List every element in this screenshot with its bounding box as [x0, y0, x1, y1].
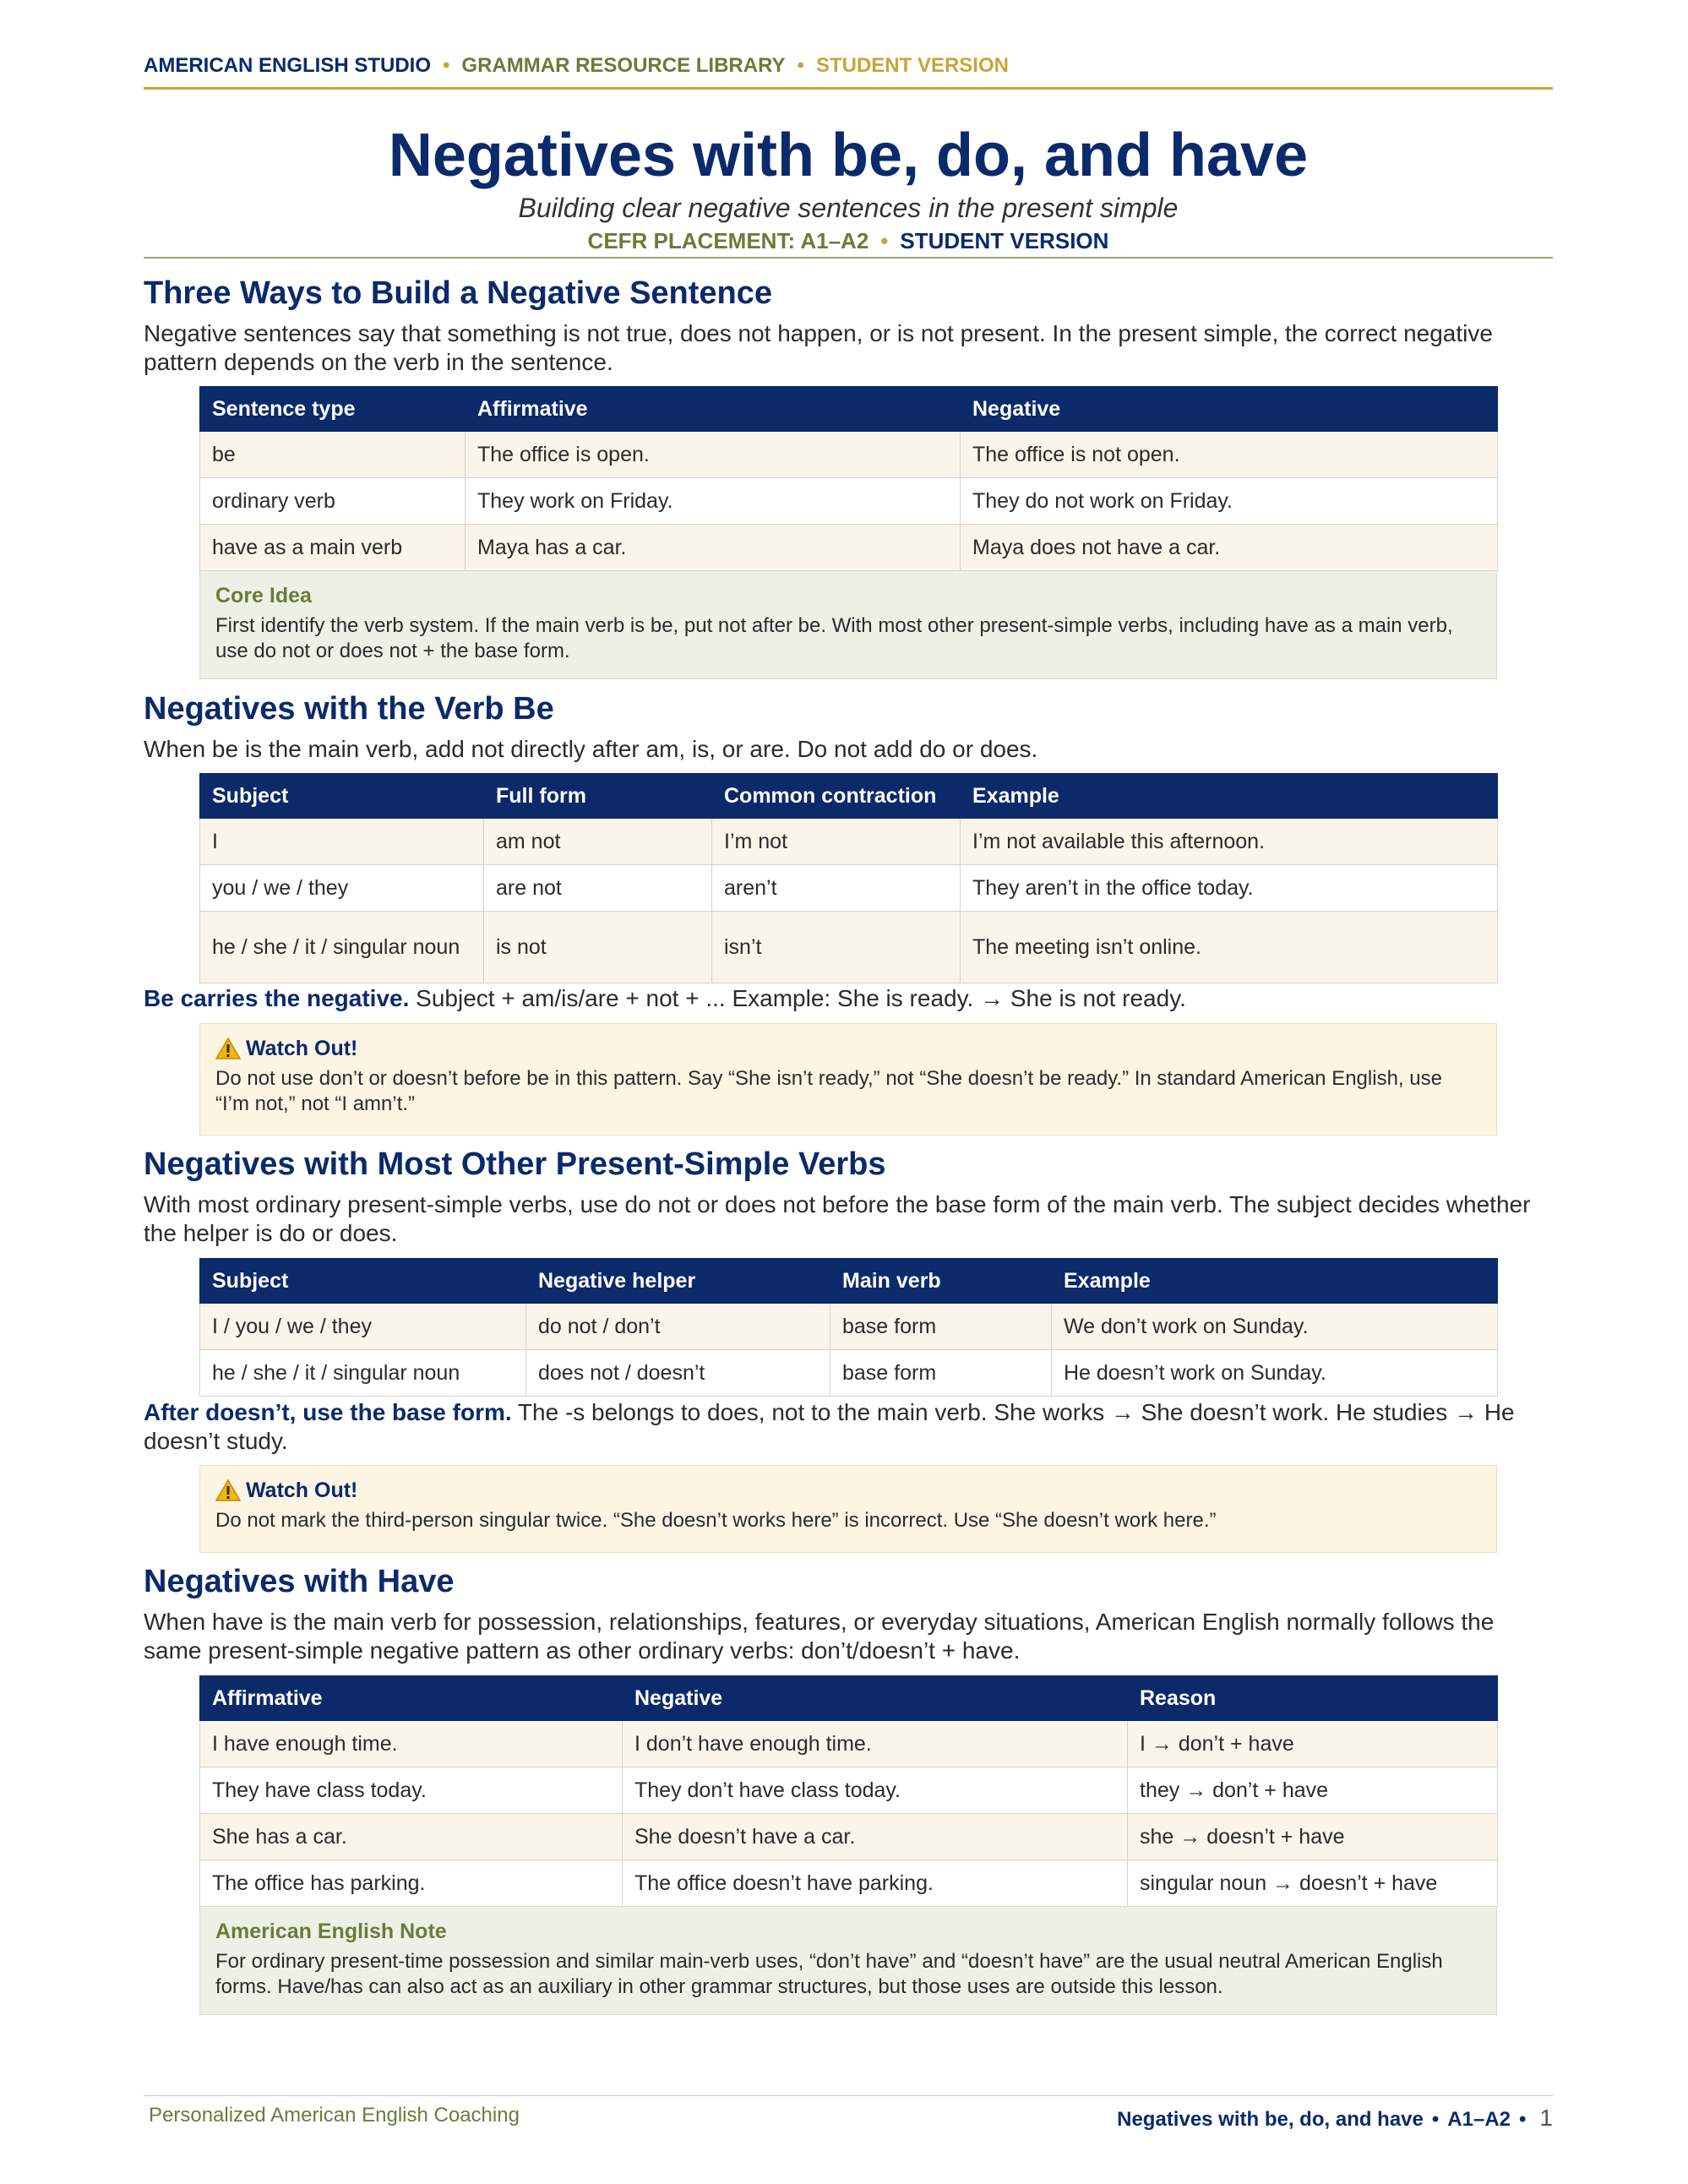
table-cell: They do not work on Friday. — [961, 478, 1498, 525]
table-cell: She doesn’t have a car. — [623, 1814, 1128, 1860]
table-cell: you / we / they — [200, 865, 484, 912]
footer-info — [1117, 2105, 1553, 2132]
table-cell: The office is not open. — [961, 432, 1498, 478]
table-cell: aren’t — [712, 865, 961, 912]
table-cell: she → doesn’t + have — [1128, 1814, 1498, 1860]
page-title: Negatives with be, do, and have — [388, 122, 1309, 189]
section-heading: Negatives with Most Other Present-Simple Verbs — [144, 1146, 886, 1182]
table-cell: They aren’t in the office today. — [961, 865, 1498, 912]
column-header: Example — [961, 774, 1498, 819]
column-header: Subject — [200, 774, 484, 819]
doesnt-rule — [144, 1398, 1553, 1456]
table-row — [200, 1860, 1498, 1907]
table-row — [200, 478, 1498, 525]
table-row — [200, 1721, 1498, 1767]
header-rule — [144, 87, 1553, 90]
table-cell: The meeting isn’t online. — [961, 912, 1498, 983]
table-header-row — [200, 774, 1498, 819]
table-cell: do not / don’t — [526, 1304, 830, 1350]
table-row — [200, 1814, 1498, 1860]
footer-separator: • — [1519, 2108, 1527, 2131]
table-cell: am not — [484, 819, 712, 865]
note-text: First identify the verb system. If the main verb is be, put not after be. With most other present-simple verbs, including have as a main verb, use do not or does not + the base form. — [215, 614, 1453, 662]
table-cell: They work on Friday. — [466, 478, 961, 525]
table-cell: I have enough time. — [200, 1721, 623, 1767]
table-cell: I / you / we / they — [200, 1304, 526, 1350]
warning-triangle-icon — [215, 1037, 241, 1060]
note-text: For ordinary present-time possession and similar main-verb uses, “don’t have” and “doesn’t have” are the usual neutral American English forms. Have/has can also act as an auxiliary in other grammar structures, but those uses are outside this lesson. — [215, 1950, 1443, 1998]
table-cell: he / she / it / singular noun — [200, 912, 484, 983]
section-intro: Negative sentences say that something is not true, does not happen, or is not present. In the present simple, the correct negative pattern depends on the verb in the sentence. — [144, 320, 1493, 375]
table-cell: base form — [830, 1304, 1052, 1350]
placement-version: STUDENT VERSION — [900, 228, 1109, 253]
be-warning-note — [199, 1023, 1497, 1136]
note-title: Core Idea — [215, 584, 312, 607]
table-cell: The office has parking. — [200, 1860, 623, 1907]
warning-text: Do not use don’t or doesn’t before be in this pattern. Say “She isn’t ready,” not “She doesn’t be ready.” In standard American English, use “I’m not,” not “I amn’t.” — [215, 1067, 1442, 1115]
header-separator: • — [797, 54, 804, 77]
version-label: STUDENT VERSION — [815, 54, 1009, 77]
section-intro: When be is the main verb, add not directly after am, is, or are. Do not add do or does. — [144, 736, 1038, 762]
table-cell: he / she / it / singular noun — [200, 1350, 526, 1397]
table-cell: Maya has a car. — [466, 525, 961, 571]
footer-rule — [144, 2095, 1553, 2096]
do-does-negatives-table — [199, 1258, 1498, 1397]
cefr-level: CEFR PLACEMENT: A1–A2 — [587, 228, 869, 253]
table-cell: They don’t have class today. — [623, 1767, 1128, 1814]
table-cell: base form — [830, 1350, 1052, 1397]
warning-title-row — [215, 1478, 1481, 1503]
table-cell: singular noun → doesn’t + have — [1128, 1860, 1498, 1907]
page-number: 1 — [1539, 2105, 1553, 2131]
table-cell: I don’t have enough time. — [623, 1721, 1128, 1767]
column-header: Example — [1052, 1259, 1498, 1304]
warning-title: Watch Out! — [246, 1037, 358, 1060]
table-cell: The office is open. — [466, 432, 961, 478]
table-cell: I’m not available this afternoon. — [961, 819, 1498, 865]
column-header: Main verb — [830, 1259, 1052, 1304]
have-negatives-table — [199, 1675, 1498, 1907]
table-row — [200, 1304, 1498, 1350]
footer-level: A1–A2 — [1447, 2108, 1511, 2131]
section-intro: When have is the main verb for possession, relationships, features, or everyday situations, American English normally follows the same present-simple negative pattern as other ordinary verbs: don’t/doesn’t + have. — [144, 1609, 1495, 1664]
third-person-warning-note — [199, 1465, 1497, 1553]
table-header-row — [200, 1259, 1498, 1304]
table-cell: have as a main verb — [200, 525, 466, 571]
table-header-row — [200, 1676, 1498, 1721]
american-english-note — [199, 1906, 1497, 2015]
table-cell: they → don’t + have — [1128, 1767, 1498, 1814]
table-cell: They have class today. — [200, 1767, 623, 1814]
table-cell: I → don’t + have — [1128, 1721, 1498, 1767]
running-header — [144, 54, 1553, 78]
table-header-row — [200, 387, 1498, 432]
table-cell: are not — [484, 865, 712, 912]
table-cell: be — [200, 432, 466, 478]
footer-separator: • — [1431, 2108, 1440, 2131]
table-cell: I’m not — [712, 819, 961, 865]
column-header: Sentence type — [200, 387, 466, 432]
warning-triangle-icon — [215, 1479, 241, 1502]
page-subtitle: Building clear negative sentences in the present simple — [518, 193, 1179, 223]
table-row — [200, 432, 1498, 478]
column-header: Subject — [200, 1259, 526, 1304]
table-row — [200, 1767, 1498, 1814]
cefr-placement — [144, 228, 1553, 254]
table-row — [200, 525, 1498, 571]
warning-text: Do not mark the third-person singular twice. “She doesn’t works here” is incorrect. Use “She doesn’t work here.” — [215, 1509, 1217, 1532]
table-cell: isn’t — [712, 912, 961, 983]
footer-title: Negatives with be, do, and have — [1117, 2108, 1424, 2131]
table-cell: ordinary verb — [200, 478, 466, 525]
column-header: Reason — [1128, 1676, 1498, 1721]
negative-types-table — [199, 386, 1498, 571]
section-heading: Negatives with the Verb Be — [144, 691, 554, 727]
table-cell: He doesn’t work on Sunday. — [1052, 1350, 1498, 1397]
column-header: Negative — [623, 1676, 1128, 1721]
rule-text: Subject + am/is/are + not + ... Example: She is ready. → She is not ready. — [409, 985, 1186, 1011]
table-cell: Maya does not have a car. — [961, 525, 1498, 571]
note-title: American English Note — [215, 1920, 447, 1943]
table-cell: does not / doesn’t — [526, 1350, 830, 1397]
table-row — [200, 1350, 1498, 1397]
table-row — [200, 912, 1498, 983]
section-heading: Three Ways to Build a Negative Sentence — [144, 275, 773, 311]
be-rule — [144, 984, 1553, 1013]
brand-name: AMERICAN ENGLISH STUDIO — [144, 54, 432, 77]
rule-lead: Be carries the negative. — [144, 985, 410, 1011]
table-row — [200, 865, 1498, 912]
table-row — [200, 819, 1498, 865]
table-cell: She has a car. — [200, 1814, 623, 1860]
rule-lead: After doesn’t, use the base form. — [144, 1399, 512, 1425]
be-negatives-table — [199, 773, 1498, 983]
column-header: Affirmative — [466, 387, 961, 432]
header-separator: • — [443, 54, 450, 77]
table-cell: I — [200, 819, 484, 865]
column-header: Negative helper — [526, 1259, 830, 1304]
table-cell: is not — [484, 912, 712, 983]
table-cell: The office doesn’t have parking. — [623, 1860, 1128, 1907]
placement-separator: • — [880, 228, 889, 253]
library-name: GRAMMAR RESOURCE LIBRARY — [461, 54, 786, 77]
section-heading: Negatives with Have — [144, 1564, 455, 1599]
column-header: Common contraction — [712, 774, 961, 819]
title-rule — [144, 257, 1553, 259]
footer-tagline: Personalized American English Coaching — [149, 2104, 520, 2127]
section-intro: With most ordinary present-simple verbs, use do not or does not before the base form of the main verb. The subject decides whether the helper is do or does. — [144, 1191, 1531, 1246]
warning-title-row — [215, 1036, 1481, 1061]
column-header: Full form — [484, 774, 712, 819]
column-header: Negative — [961, 387, 1498, 432]
warning-title: Watch Out! — [246, 1479, 358, 1502]
column-header: Affirmative — [200, 1676, 623, 1721]
table-cell: We don’t work on Sunday. — [1052, 1304, 1498, 1350]
core-idea-note — [199, 570, 1497, 679]
rule-text: The -s belongs to does, not to the main verb. She works → She doesn’t work. He studies → He doesn’t study. — [144, 1399, 1515, 1454]
